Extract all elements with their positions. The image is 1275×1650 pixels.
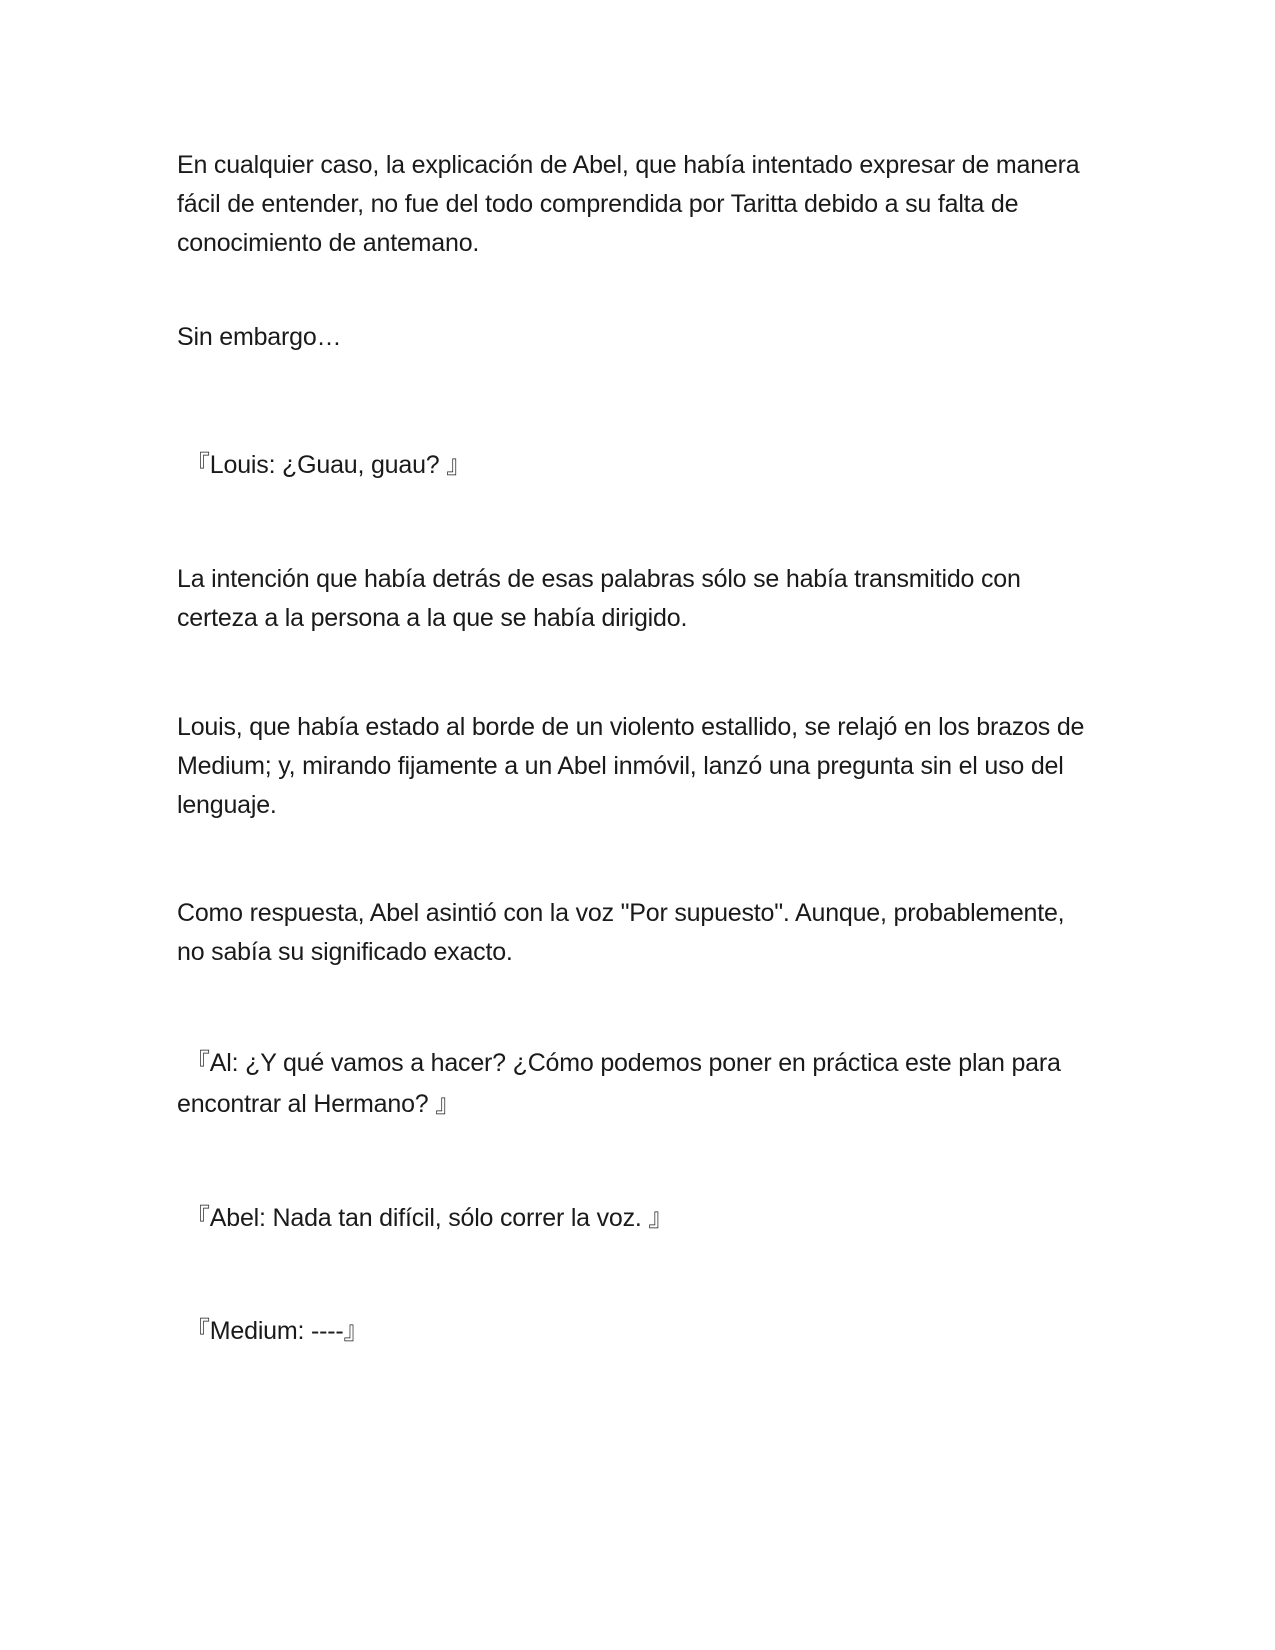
dialogue-louis: 『Louis: ¿Guau, guau? 』 xyxy=(185,451,472,479)
dialogue-al: 『Al: ¿Y qué vamos a hacer? ¿Cómo podemos poner en práctica este plan para encontrar al Hermano? 』 xyxy=(177,1049,1061,1118)
dialogue-medium: 『Medium: ----』 xyxy=(185,1317,369,1345)
paragraph-abel-answer: Como respuesta, Abel asintió con la voz "Por supuesto". Aunque, probablemente, no sabía su significado exacto. xyxy=(177,899,1065,966)
paragraph-louis-relaxed: Louis, que había estado al borde de un violento estallido, se relajó en los brazos de Medium; y, mirando fijamente a un Abel inmóvil, lanzó una pregunta sin el uso del lenguaje. xyxy=(177,713,1085,819)
paragraph-intention: La intención que había detrás de esas palabras sólo se había transmitido con certeza a la persona a la que se había dirigido. xyxy=(177,565,1021,632)
paragraph-sin-embargo: Sin embargo… xyxy=(177,323,342,351)
dialogue-abel: 『Abel: Nada tan difícil, sólo correr la voz. 』 xyxy=(185,1204,674,1232)
paragraph-explanation: En cualquier caso, la explicación de Abel, que había intentado expresar de manera fácil de entender, no fue del todo comprendida por Taritta debido a su falta de conocimiento de antemano. xyxy=(177,151,1080,257)
